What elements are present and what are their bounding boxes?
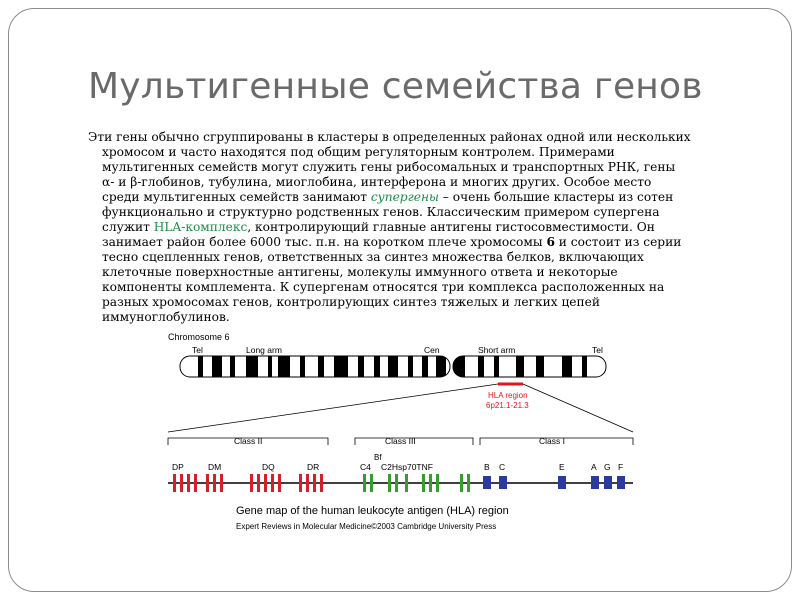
- gene-bar: [429, 474, 432, 492]
- gene-bar: [460, 474, 463, 492]
- gene-bar: [436, 474, 439, 492]
- gene-bar: [467, 474, 470, 492]
- body-line: функционально и структурно родственных генов. Классическим примером супергена: [102, 205, 660, 219]
- long-arm-label: Long arm: [246, 345, 282, 355]
- gene-bar: [187, 474, 190, 492]
- body-text: , контролирующий главные антигены гистосовместимости. Он: [247, 220, 655, 234]
- body-line: [88, 190, 756, 205]
- gene-bar: [264, 474, 267, 492]
- gene-bar: [173, 474, 176, 492]
- chromosome-band: [246, 356, 258, 377]
- chromosome-band: [318, 356, 324, 377]
- gene-bar: [395, 474, 398, 492]
- chromosome-band: [516, 356, 524, 377]
- gene-bar: [220, 474, 223, 492]
- gene-block-f: [617, 476, 625, 489]
- class-iii-label: Class III: [385, 436, 416, 446]
- class-i-label: Class I: [539, 436, 565, 446]
- chromosome-band: [268, 356, 272, 377]
- tel-left-label: Tel: [192, 345, 203, 355]
- gene-bar: [422, 474, 425, 492]
- body-line: тесно сцепленных генов, ответственных за синтез множества белков, включающих: [102, 250, 644, 264]
- slide-body: [88, 130, 756, 325]
- chromosome-band: [536, 356, 544, 377]
- gene-bar: [213, 474, 216, 492]
- chromosome-band: [374, 356, 380, 377]
- gene-bar: [250, 474, 253, 492]
- bold-chromosome-number: 6: [546, 235, 555, 249]
- slide-title: Мультигенные семейства генов: [88, 66, 703, 107]
- chromosome-band: [278, 356, 290, 377]
- chromosome-band: [212, 356, 222, 377]
- body-line: мультигенных семейств могут служить гены рибосомальных и транспортных РНК, гены: [102, 160, 676, 174]
- gene-block-g: [604, 476, 612, 489]
- gene-bar: [306, 474, 309, 492]
- cen-label: Cen: [424, 345, 440, 355]
- chromosome-band: [453, 356, 465, 377]
- chromosome-6: [180, 356, 606, 377]
- gene-label-a: A: [591, 462, 597, 472]
- body-line: иммуноглобулинов.: [102, 310, 230, 324]
- body-line: разных хромосомах генов, контролирующих синтез тяжелых и легких цепей: [102, 295, 600, 309]
- body-line: Эти гены обычно сгруппированы в кластеры в определенных районах одной или нескольких: [88, 130, 691, 144]
- body-line: [88, 220, 756, 235]
- body-text: занимает район более 6000 тыс. п.н. на коротком плече хромосомы: [102, 235, 547, 249]
- body-text: и состоит из серии: [554, 235, 682, 249]
- body-text: служит: [102, 220, 154, 234]
- gene-block-c: [499, 476, 507, 489]
- gene-bar: [206, 474, 209, 492]
- gene-bar: [271, 474, 274, 492]
- class-ii-label: Class II: [234, 436, 263, 446]
- chromosome-band: [358, 356, 364, 377]
- gene-label-dq: DQ: [262, 462, 275, 472]
- gene-label-dr: DR: [307, 462, 320, 472]
- gene-bar: [363, 474, 366, 492]
- gene-bar: [405, 474, 408, 492]
- chromosome-band: [494, 356, 499, 377]
- gene-bar: [370, 474, 373, 492]
- gene-block-e: [558, 476, 566, 489]
- chromosome-band: [478, 356, 484, 377]
- body-line: хромосом и часто находятся под общим регуляторным контролем. Примерами: [102, 145, 615, 159]
- chromosome-band: [300, 356, 305, 377]
- gene-label-c2hsp70tnf: C2Hsp70TNF: [381, 462, 433, 472]
- chromosome-band: [334, 356, 348, 377]
- body-text: среди мультигенных семейств занимают: [102, 190, 371, 204]
- gene-label-c4: C4: [360, 462, 371, 472]
- body-line: [88, 235, 756, 250]
- body-line: компоненты комплемента. К супергенам относятся три комплекса расположенных на: [102, 280, 665, 294]
- body-text: – очень большие кластеры из сотен: [438, 190, 674, 204]
- gene-label-g: G: [604, 462, 611, 472]
- gene-label-dp: DP: [172, 462, 184, 472]
- chromosome-band: [562, 356, 572, 377]
- short-arm-label: Short arm: [478, 345, 516, 355]
- gene-bar: [180, 474, 183, 492]
- hla-gene-map-figure: [160, 328, 640, 548]
- gene-label-bf: Bf: [374, 453, 382, 462]
- highlight-hla: HLA-комплекс: [153, 220, 248, 234]
- gene-label-b: B: [484, 462, 490, 472]
- chromosome-band: [198, 356, 203, 377]
- gene-label-e: E: [559, 462, 565, 472]
- gene-bar: [320, 474, 323, 492]
- body-line: α- и β-глобинов, тубулина, миоглобина, интерферона и многих других. Особое место: [102, 175, 652, 189]
- gene-bar: [278, 474, 281, 492]
- hla-region-label: HLA region: [488, 391, 528, 400]
- body-line: клеточные поверхностные антигены, молекулы иммунного ответа и некоторые: [102, 265, 618, 279]
- chromosome-band: [408, 356, 413, 377]
- figure-credit: Expert Reviews in Molecular Medicine©2003 Cambridge University Press: [236, 522, 497, 531]
- zoom-line-left: [168, 384, 498, 432]
- chromosome-band: [422, 356, 428, 377]
- gene-bar: [299, 474, 302, 492]
- gene-bar: [194, 474, 197, 492]
- hla-band-label: 6p21.1-21.3: [486, 401, 529, 410]
- chromosome-label: Chromosome 6: [168, 332, 230, 342]
- gene-bar: [313, 474, 316, 492]
- chromosome-band: [388, 356, 398, 377]
- gene-bar: [257, 474, 260, 492]
- gene-bar: [388, 474, 391, 492]
- gene-block-a: [591, 476, 599, 489]
- chromosome-band: [230, 356, 235, 377]
- chromosome-band: [436, 356, 446, 377]
- figure-caption: Gene map of the human leukocyte antigen (HLA) region: [236, 505, 509, 517]
- tel-right-label: Tel: [592, 345, 603, 355]
- highlight-supergenes: супергены: [370, 190, 439, 204]
- gene-label-c: C: [499, 462, 506, 472]
- gene-block-b: [483, 476, 491, 489]
- gene-label-f: F: [618, 462, 624, 472]
- zoom-line-right: [523, 384, 633, 432]
- gene-label-dm: DM: [208, 462, 222, 472]
- chromosome-band: [582, 356, 587, 377]
